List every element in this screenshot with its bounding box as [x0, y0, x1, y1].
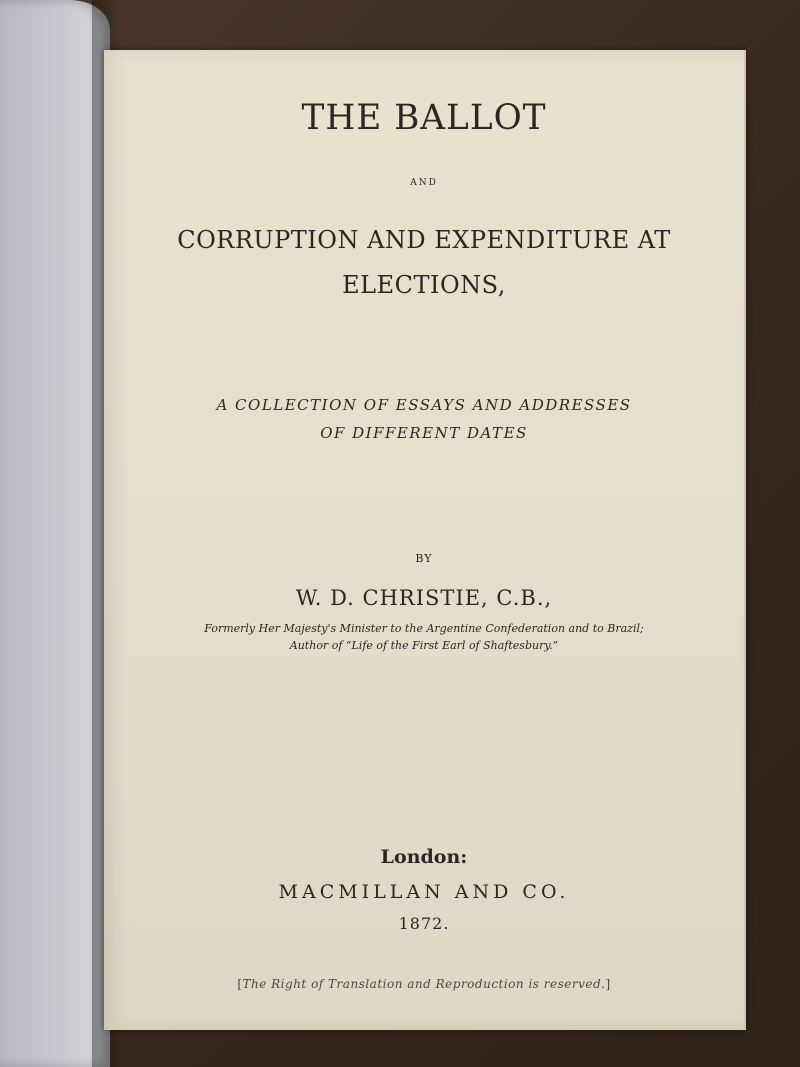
description-line-2: OF DIFFERENT DATES [320, 424, 528, 442]
description-line-1: A COLLECTION OF ESSAYS AND ADDRESSES [216, 396, 632, 414]
author-credit-line-2: Author of “Life of the First Earl of Shaftesbury.” [289, 639, 559, 652]
rights-close-bracket: ] [605, 977, 611, 991]
author-credit-line-1: Formerly Her Majesty's Minister to the Argentine Confederation and to Brazil; [204, 622, 644, 635]
title-conjunction: AND [410, 178, 438, 188]
subtitle-line-2: ELECTIONS, [342, 271, 506, 299]
author-name: W. D. CHRISTIE, C.B., [295, 586, 553, 610]
rights-open-bracket: [ [237, 977, 243, 991]
publication-year: 1872. [398, 914, 450, 933]
rights-notice [104, 977, 744, 991]
subtitle-line-1: CORRUPTION AND EXPENDITURE AT [177, 226, 671, 254]
title-page [104, 50, 746, 1030]
publisher-name: MACMILLAN AND CO. [278, 881, 570, 903]
rights-notice-text: The Right of Translation and Reproduction is reserved. [242, 977, 606, 991]
book-title: THE BALLOT [301, 98, 547, 138]
by-label: BY [415, 552, 433, 565]
publication-city: London: [380, 846, 468, 868]
